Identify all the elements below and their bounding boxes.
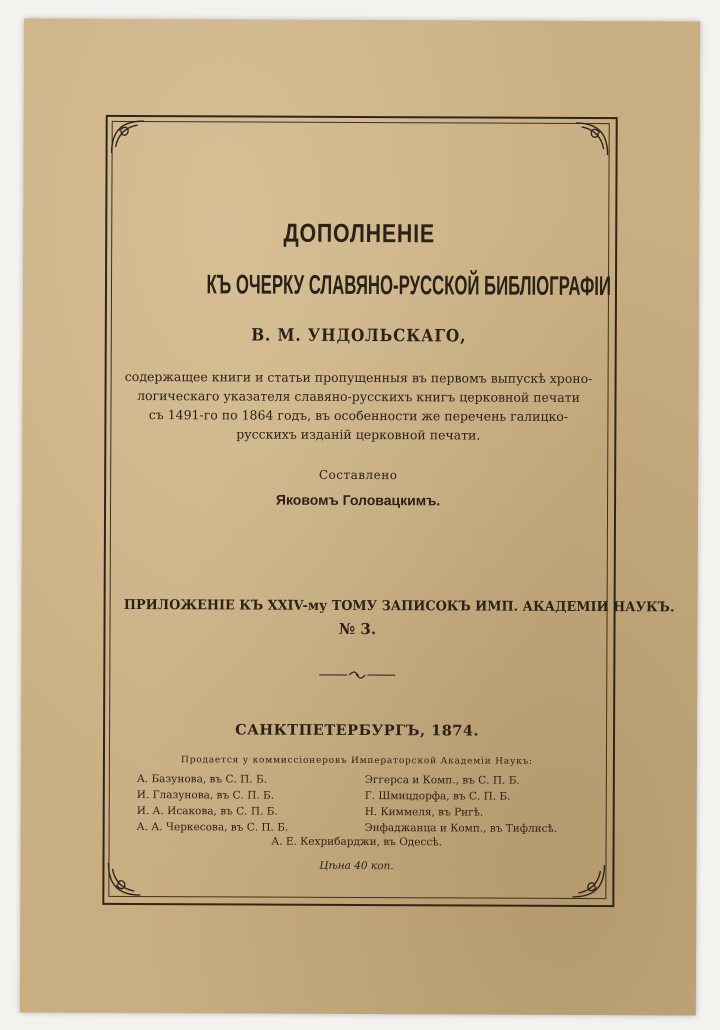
seller-right: Энфаджанца и Комп., въ Тифлисѣ.: [364, 822, 558, 835]
last-seller: А. Е. Кехрибарджи, въ Одессѣ.: [271, 835, 442, 849]
seller-right: Г. Шмицдорфа, въ С. П. Б.: [364, 790, 511, 803]
sellers-list: [137, 771, 607, 837]
city-year: САНКТПЕТЕРБУРГЪ, 1874.: [235, 721, 480, 740]
appendix-note: ПРИЛОЖЕНІЕ КЪ XXIV-му ТОМУ ЗАПИСОКЪ ИМП. АКАДЕМІИ НАУКЪ.: [123, 596, 675, 616]
description-line: съ 1491-го по 1864 годъ, въ особенности же перечень галицко-: [148, 407, 569, 424]
seller-left: А. Базунова, въ С. П. Б.: [136, 773, 268, 786]
description: [122, 367, 594, 445]
price: Цѣна 40 коп.: [319, 859, 394, 873]
description-line: содержащее книги и статьи пропущенныя въ первомъ выпускѣ хроно-: [124, 368, 593, 387]
author-name: Яковомъ Головацкимъ.: [275, 491, 441, 509]
title-line-2: КЪ ОЧЕРКУ СЛАВЯНО-РУССКОЙ БИБЛІОГРАФІИ: [206, 269, 612, 302]
seller-left: И. А. Исакова, въ С. П. Б.: [136, 805, 278, 818]
seller-left: А. А. Черкесова, въ С. П. Б.: [136, 821, 289, 834]
book-cover: [20, 19, 700, 1016]
divider-ornament-icon: [317, 670, 397, 680]
title-line-1: ДОПОЛНЕНІЕ: [283, 217, 436, 249]
description-line: логическаго указателя славяно-русскихъ книгъ церковной печати: [137, 388, 580, 405]
composed-by-label: Составлено: [318, 467, 398, 483]
seller-right: Н. Киммеля, въ Ригѣ.: [364, 806, 484, 819]
seller-right: Эггерса и Комп., въ С. П. Б.: [364, 774, 520, 787]
issue-number: № 3.: [338, 619, 377, 639]
title-line-3: В. М. УНДОЛЬСКАГО,: [251, 325, 467, 347]
cover-text-block: [110, 129, 675, 895]
seller-left: И. Глазунова, въ С. П. Б.: [136, 789, 275, 802]
sold-by-label: Продается у коммиссіонеровъ Императорской Академіи Наукъ:: [180, 755, 533, 767]
description-line: русскихъ изданій церковной печати.: [236, 426, 481, 443]
